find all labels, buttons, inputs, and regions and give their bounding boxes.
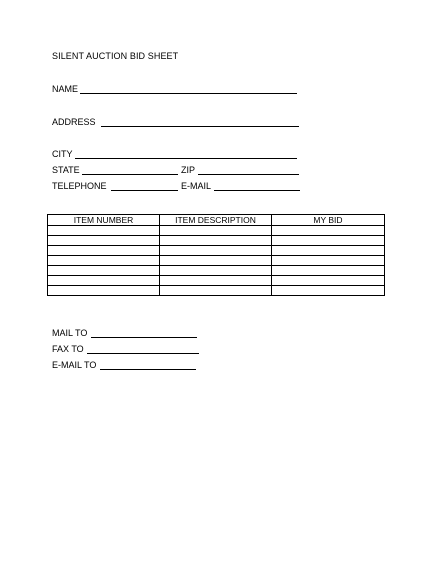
table-row: [48, 246, 385, 256]
my-bid-header: MY BID: [272, 215, 385, 226]
address-field[interactable]: [101, 126, 299, 127]
fax-to-field[interactable]: [87, 353, 199, 354]
item-number-cell[interactable]: [48, 256, 160, 266]
mail-to-label: MAIL TO: [52, 328, 88, 338]
item-description-cell[interactable]: [160, 226, 272, 236]
item-description-header: ITEM DESCRIPTION: [160, 215, 272, 226]
email-to-label: E-MAIL TO: [52, 360, 97, 370]
my-bid-cell[interactable]: [272, 266, 385, 276]
my-bid-cell[interactable]: [272, 256, 385, 266]
my-bid-cell[interactable]: [272, 246, 385, 256]
item-description-cell[interactable]: [160, 236, 272, 246]
fax-to-label: FAX TO: [52, 344, 84, 354]
item-description-cell[interactable]: [160, 246, 272, 256]
item-description-cell[interactable]: [160, 276, 272, 286]
item-number-cell[interactable]: [48, 226, 160, 236]
item-number-cell[interactable]: [48, 286, 160, 296]
my-bid-cell[interactable]: [272, 286, 385, 296]
table-row: [48, 226, 385, 236]
zip-field[interactable]: [198, 174, 299, 175]
item-number-cell[interactable]: [48, 246, 160, 256]
my-bid-cell[interactable]: [272, 276, 385, 286]
table-row: [48, 286, 385, 296]
state-field[interactable]: [82, 174, 178, 175]
page-title: SILENT AUCTION BID SHEET: [52, 51, 179, 61]
table-row: [48, 256, 385, 266]
city-field[interactable]: [75, 158, 297, 159]
telephone-label: TELEPHONE: [52, 181, 107, 191]
table-row: [48, 276, 385, 286]
bid-table: [47, 214, 385, 296]
item-number-header: ITEM NUMBER: [48, 215, 160, 226]
item-description-cell[interactable]: [160, 256, 272, 266]
telephone-field[interactable]: [111, 190, 178, 191]
my-bid-cell[interactable]: [272, 236, 385, 246]
item-number-cell[interactable]: [48, 266, 160, 276]
address-label: ADDRESS: [52, 117, 96, 127]
name-field[interactable]: [80, 93, 297, 94]
item-description-cell[interactable]: [160, 286, 272, 296]
city-label: CITY: [52, 149, 73, 159]
email-field[interactable]: [214, 190, 300, 191]
item-description-cell[interactable]: [160, 266, 272, 276]
zip-label: ZIP: [181, 165, 196, 175]
table-row: [48, 266, 385, 276]
item-number-cell[interactable]: [48, 236, 160, 246]
mail-to-field[interactable]: [91, 337, 197, 338]
name-label: NAME: [52, 84, 79, 94]
email-to-field[interactable]: [100, 369, 196, 370]
table-row: [48, 236, 385, 246]
my-bid-cell[interactable]: [272, 226, 385, 236]
state-label: STATE: [52, 165, 80, 175]
email-label: E-MAIL: [181, 181, 212, 191]
item-number-cell[interactable]: [48, 276, 160, 286]
bid-table-header-row: [48, 215, 385, 226]
